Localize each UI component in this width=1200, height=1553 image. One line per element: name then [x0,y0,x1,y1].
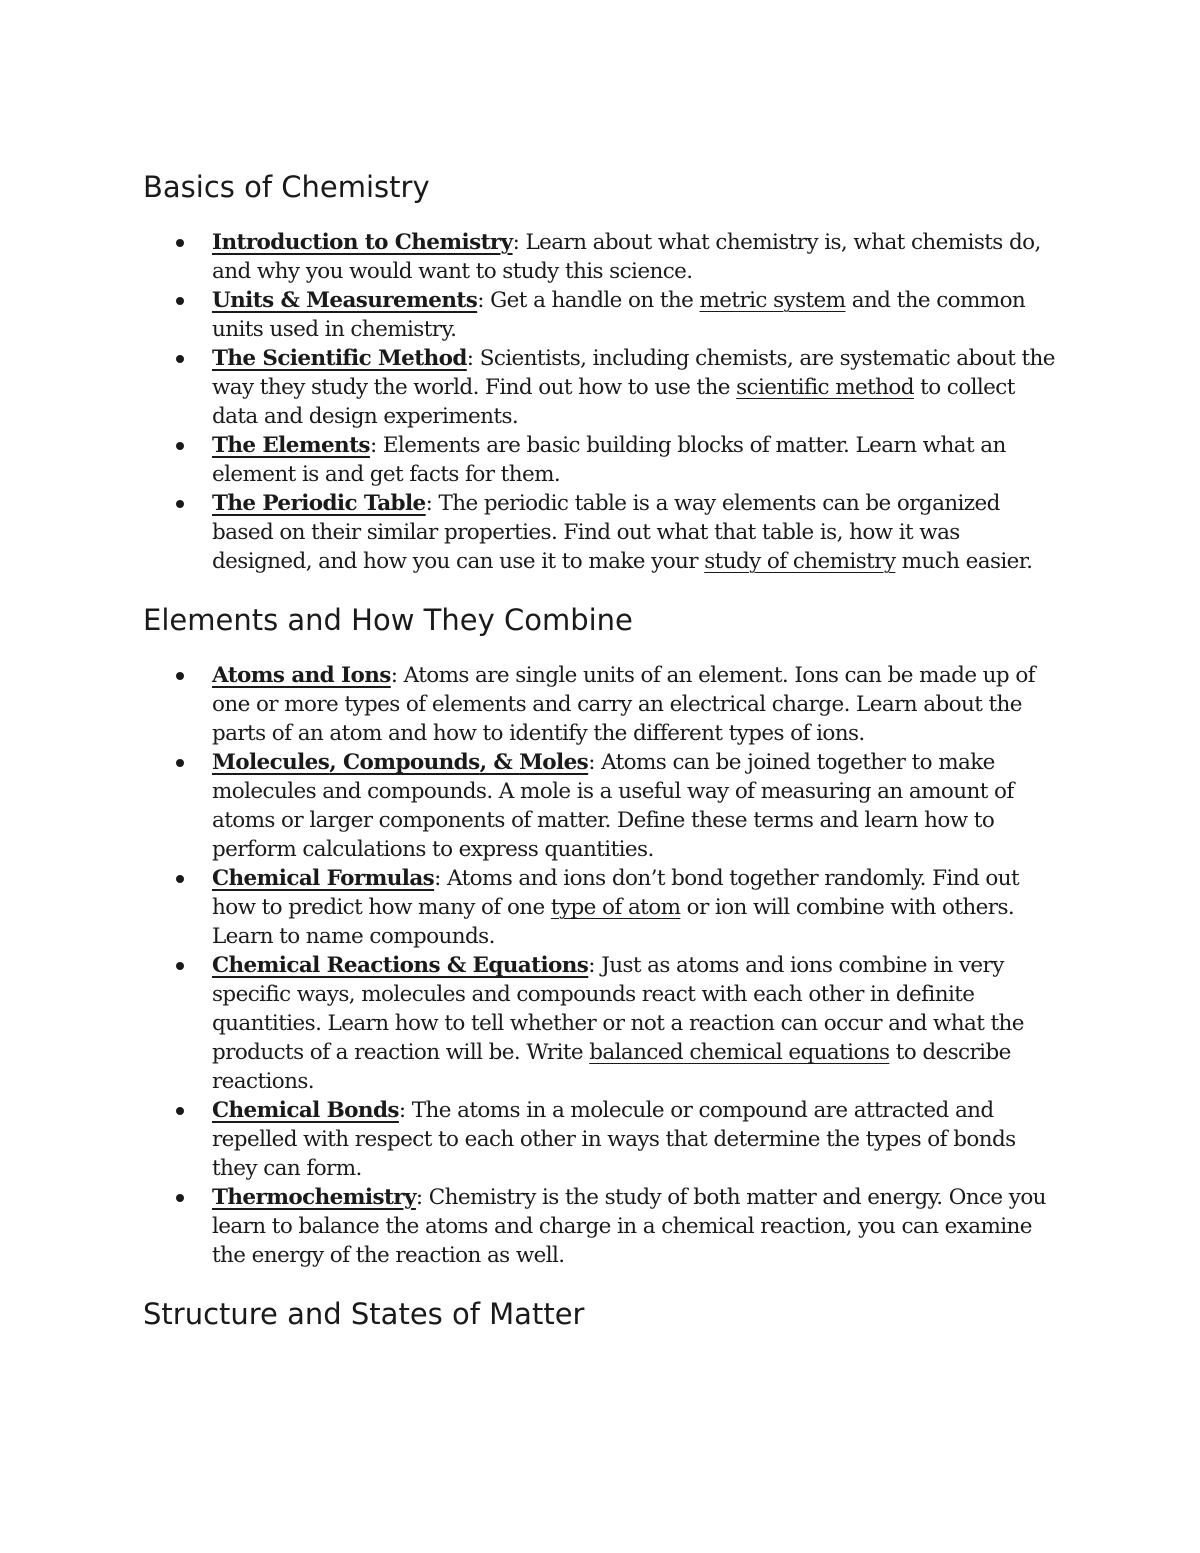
topic-link-atoms[interactable]: Atoms [212,663,285,688]
bullet-icon [176,239,184,247]
section-heading-elements: Elements and How They Combine [143,603,633,637]
topic-description: Chemistry is the study of both matter and energy. Once you learn to balance the atoms and charge in a chemical reaction, you can examine the energy of the reaction as well. [212,1185,1046,1268]
separator: : [588,750,602,775]
bullet-icon [176,297,184,305]
topic-description-continued: to describe reactions. [212,1040,1011,1094]
topic-list-elements [143,661,1063,1270]
list-item [143,1183,1063,1270]
topic-description: Elements are basic building blocks of matter. Learn what an element is and get facts for them. [212,433,1006,487]
bullet-icon [176,962,184,970]
separator: : [415,1185,429,1210]
topic-list-basics [143,228,1063,576]
topic-description: Atoms are single units of an element. Ions can be made up of one or more types of elements and carry an electrical charge. Learn about the parts of an atom and how to identify the different types of ions. [212,663,1036,746]
separator: : [390,663,404,688]
topic-description: Atoms and ions don’t bond together randomly. Find out how to predict how many of one [212,866,1019,920]
separator: : [398,1098,412,1123]
inline-link-scientific-method[interactable]: scientific method [736,375,914,400]
separator: : [512,230,526,255]
topic-description: The periodic table is a way elements can be organized based on their similar properties. Find out what that table is, how it was designed, and how you can use it to make your [212,491,1000,574]
document-content [143,168,1063,1333]
topic-link-molecules[interactable]: Molecules [212,750,330,775]
inline-link-type-of-atom[interactable]: type of atom [550,895,681,920]
topic-description: Atoms can be joined together to make molecules and compounds. A mole is a useful way of measuring an amount of atoms or larger components of matter. Define these terms and learn how to perform calculations to express quantities. [212,750,1014,862]
topic-description-continued: much easier. [895,549,1033,574]
topic-link-chemical-bonds[interactable]: Chemical Bonds [212,1098,399,1123]
topic-description: Just as atoms and ions combine in very specific ways, molecules and compounds react with each other in definite quantities. Learn how to tell whether or not a reaction can occur and what the products of a reaction will be. Write [212,953,1024,1065]
bullet-icon [176,355,184,363]
topic-link-compounds[interactable]: Compounds [343,750,480,775]
section-heading-structure: Structure and States of Matter [143,1297,585,1331]
bullet-icon [176,442,184,450]
topic-link-thermochemistry[interactable]: Thermochemistry [212,1185,416,1210]
topic-link-scientific-method[interactable]: The Scientific Method [212,346,467,371]
topic-description: Scientists, including chemists, are systematic about the way they study the world. Find out how to use the [212,346,1055,400]
topic-link-moles[interactable]: Moles [519,750,589,775]
list-item [143,864,1063,951]
separator: : [466,346,480,371]
bullet-icon [176,759,184,767]
bullet-icon [176,1107,184,1115]
topic-link-joiner: , [329,750,344,775]
separator: : [588,953,602,978]
list-item [143,748,1063,864]
topic-link-introduction-to-chemistry[interactable]: Introduction to Chemistry [212,230,513,255]
topic-link-units-measurements[interactable]: Units & Measurements [212,288,478,313]
section-heading-basics: Basics of Chemistry [143,170,430,204]
list-item [143,661,1063,748]
list-item [143,431,1063,489]
topic-description: Get a handle on the [490,288,700,313]
list-item [143,1096,1063,1183]
separator: : [425,491,439,516]
topic-description-continued: and the common units used in chemistry. [212,288,1026,342]
topic-link-periodic-table[interactable]: The Periodic Table [212,491,426,516]
topic-description-continued: or ion will combine with others. Learn to name compounds. [212,895,1015,949]
inline-link-study-of-chemistry[interactable]: study of chemistry [704,549,896,574]
list-item [143,286,1063,344]
topic-link-joiner: , & [479,750,520,775]
separator: : [434,866,448,891]
list-item [143,228,1063,286]
separator: : [477,288,491,313]
list-item [143,344,1063,431]
inline-link-metric-system[interactable]: metric system [699,288,846,313]
topic-description-continued: to collect data and design experiments. [212,375,1015,429]
topic-link-joiner: and [284,663,342,688]
list-item [143,951,1063,1096]
bullet-icon [176,672,184,680]
separator: : [369,433,383,458]
bullet-icon [176,1194,184,1202]
inline-link-balanced-chemical-equations[interactable]: balanced chemical equations [589,1040,890,1065]
bullet-icon [176,875,184,883]
topic-description: The atoms in a molecule or compound are attracted and repelled with respect to each other in ways that determine the types of bonds they can form. [212,1098,1016,1181]
bullet-icon [176,500,184,508]
topic-link-ions[interactable]: Ions [341,663,391,688]
list-item [143,489,1063,576]
topic-link-chemical-reactions[interactable]: Chemical Reactions & Equations [212,953,589,978]
topic-description: Learn about what chemistry is, what chemists do, and why you would want to study this science. [212,230,1041,284]
topic-link-elements[interactable]: The Elements [212,433,370,458]
topic-link-chemical-formulas[interactable]: Chemical Formulas [212,866,435,891]
